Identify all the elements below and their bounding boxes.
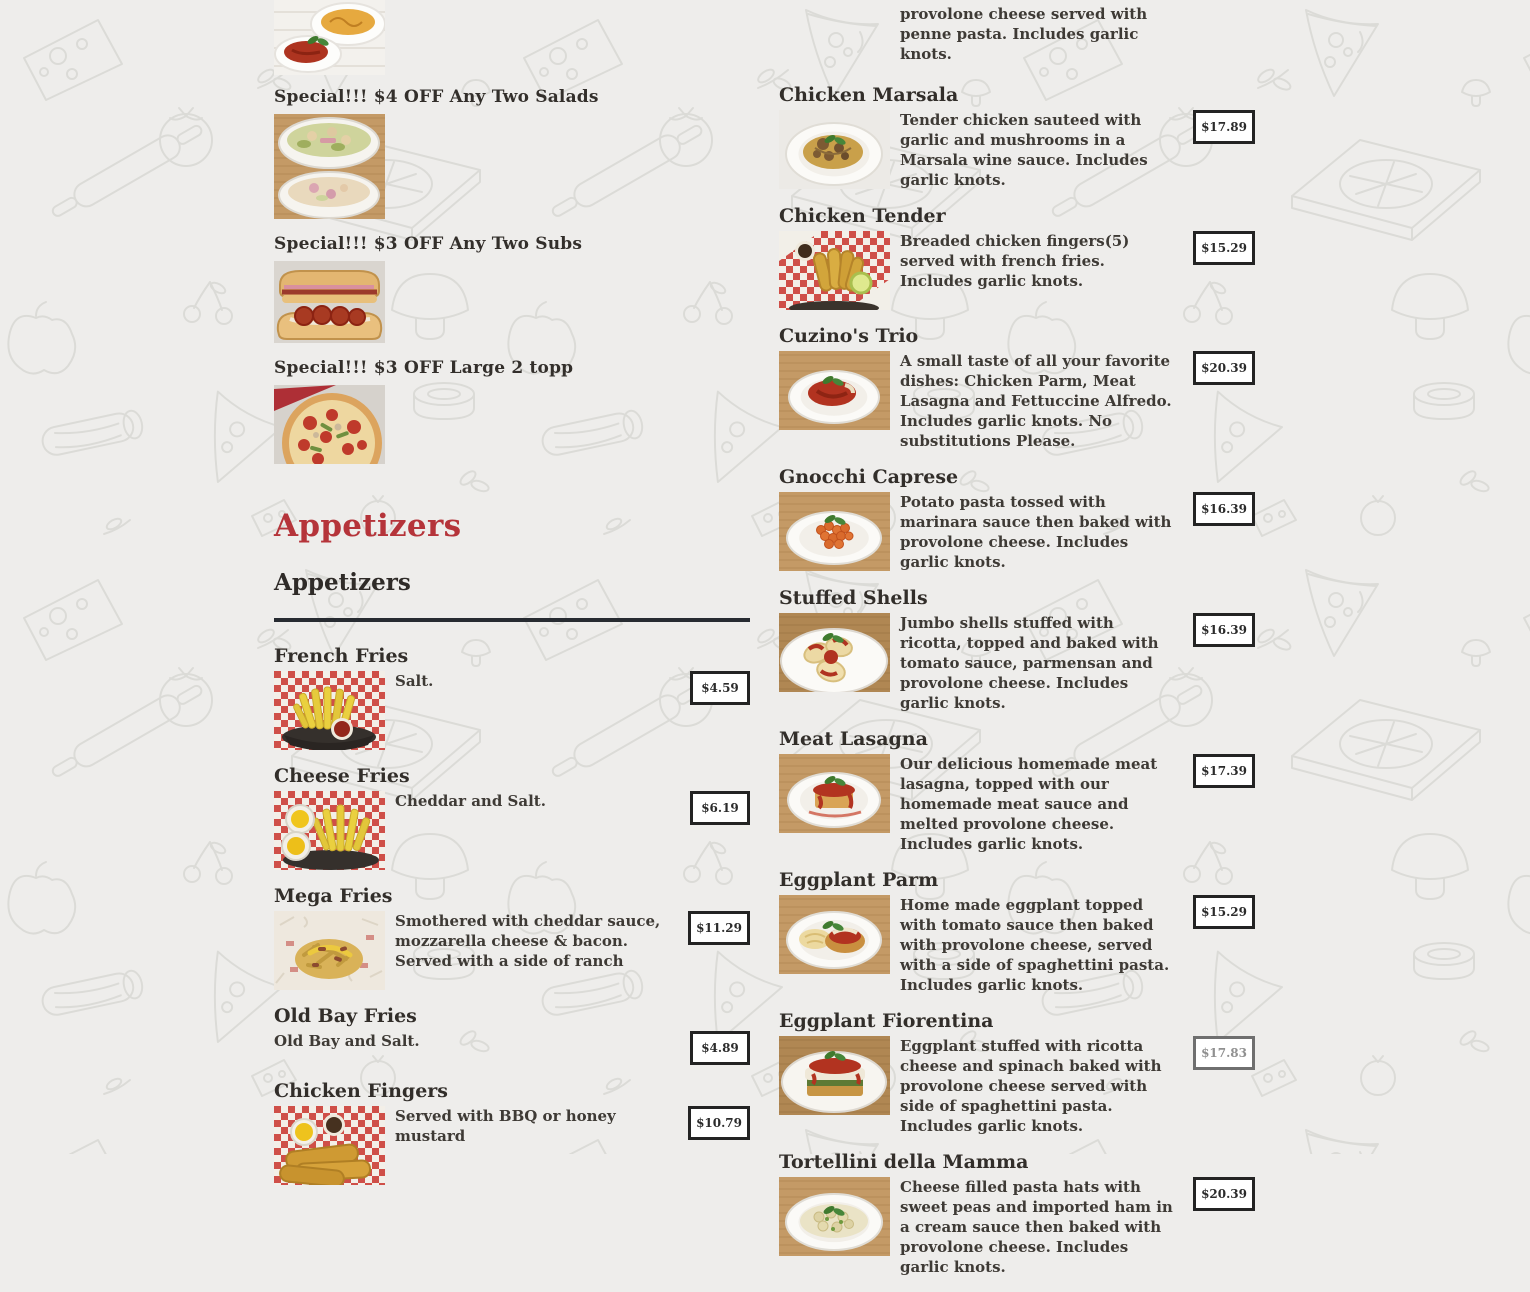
special-offer[interactable] [274, 359, 750, 464]
item-price-box [1193, 613, 1255, 647]
item-price-text: $15.29 [1201, 241, 1247, 255]
menu-item[interactable] [274, 885, 750, 990]
special-photo [274, 261, 385, 343]
item-photo [274, 1106, 385, 1185]
item-price-box [688, 1106, 750, 1140]
section-subheading: Appetizers [274, 569, 411, 596]
item-description: Salt. [395, 672, 434, 690]
item-photo [779, 613, 890, 692]
item-price-box [1193, 754, 1255, 788]
item-price-text: $17.39 [1201, 764, 1247, 778]
menu-item[interactable] [779, 728, 1255, 854]
item-price-box [690, 671, 750, 705]
item-name: Old Bay Fries [274, 1005, 417, 1027]
item-description: Potato pasta tossed with marinara sauce then baked with provolone cheese. Includes garlic knots. [900, 493, 1172, 571]
special-title: Special!!! $4 OFF Any Two Salads [274, 87, 599, 107]
item-description: Jumbo shells stuffed with ricotta, topped and baked with tomato sauce, parmensan and provolone cheese. Includes garlic knots. [900, 614, 1159, 712]
item-price-box [688, 911, 750, 945]
item-name: Chicken Fingers [274, 1080, 449, 1102]
special-title: Special!!! $3 OFF Large 2 topp [274, 358, 574, 378]
item-name: Mega Fries [274, 885, 393, 907]
item-price-text: $20.39 [1201, 1187, 1247, 1201]
item-photo [779, 110, 890, 189]
item-description: Cheese filled pasta hats with sweet peas and imported ham in a cream sauce then baked with provolone cheese. Includes garlic knots. [900, 1178, 1173, 1276]
item-price-box [1193, 1177, 1255, 1211]
special-photo [274, 385, 385, 464]
menu-item[interactable] [779, 1151, 1255, 1277]
item-price-box [690, 1031, 750, 1065]
special-offer[interactable] [274, 88, 750, 219]
item-name: Eggplant Fiorentina [779, 1010, 994, 1032]
item-description: Eggplant stuffed with ricotta cheese and spinach baked with provolone cheese served with side of spaghettini pasta. Includes garlic knots. [900, 1037, 1162, 1135]
item-price-text: $17.83 [1201, 1046, 1247, 1060]
item-price-box [1193, 895, 1255, 929]
item-description: Old Bay and Salt. [274, 1032, 420, 1050]
item-description: Smothered with cheddar sauce, mozzarella cheese & bacon. Served with a side of ranch [395, 912, 661, 970]
item-name: Chicken Tender [779, 205, 946, 227]
item-description: Served with BBQ or honey mustard [395, 1107, 616, 1145]
menu-item[interactable] [779, 1010, 1255, 1136]
item-price-text: $4.59 [701, 681, 739, 695]
menu-item[interactable] [779, 325, 1255, 451]
item-photo [274, 791, 385, 870]
item-photo [779, 492, 890, 571]
item-name: Cuzino's Trio [779, 325, 919, 347]
item-description: Breaded chicken fingers(5) served with french fries. Includes garlic knots. [900, 232, 1130, 290]
special-photo [274, 114, 385, 219]
special-title: Special!!! $3 OFF Any Two Subs [274, 234, 583, 254]
item-name: Eggplant Parm [779, 869, 939, 891]
item-price-text: $17.89 [1201, 120, 1247, 134]
item-photo [779, 231, 890, 310]
item-photo [779, 1036, 890, 1115]
item-price-text: $11.29 [696, 921, 742, 935]
item-description: Our delicious homemade meat lasagna, topped with our homemade meat sauce and melted provolone cheese. Includes garlic knots. [900, 755, 1158, 853]
item-photo [779, 754, 890, 833]
item-price-box [690, 791, 750, 825]
menu-page [274, 0, 1255, 1292]
menu-item[interactable] [779, 869, 1255, 995]
item-photo [779, 1177, 890, 1256]
item-price-box [1193, 351, 1255, 385]
item-price-text: $6.19 [701, 801, 739, 815]
item-description: Cheddar and Salt. [395, 792, 546, 810]
section-divider [274, 618, 750, 622]
item-price-box [1193, 110, 1255, 144]
item-name: Gnocchi Caprese [779, 466, 959, 488]
appetizers-item-list [274, 645, 750, 1185]
menu-item[interactable] [779, 205, 1255, 310]
item-price-box [1193, 1036, 1255, 1070]
item-photo [274, 911, 385, 990]
item-name: Cheese Fries [274, 765, 410, 787]
specials-list [274, 88, 750, 464]
item-price-text: $16.39 [1201, 502, 1247, 516]
menu-column-right [779, 0, 1255, 1292]
menu-item[interactable] [274, 765, 750, 870]
item-photo [779, 895, 890, 974]
item-price-text: $20.39 [1201, 361, 1247, 375]
menu-item[interactable] [779, 84, 1255, 190]
item-price-text: $10.79 [696, 1116, 742, 1130]
menu-item[interactable] [779, 466, 1255, 572]
item-name: Chicken Marsala [779, 84, 959, 106]
featured-dish-photo[interactable] [274, 0, 385, 75]
partial-menu-item[interactable] [779, 4, 1255, 64]
item-description: Home made eggplant topped with tomato sauce then baked with provolone cheese, served with a side of spaghettini pasta. Includes garlic knots. [900, 896, 1170, 994]
item-description: provolone cheese served with penne pasta. Includes garlic knots. [900, 5, 1148, 63]
item-price-text: $4.89 [701, 1041, 739, 1055]
item-description: A small taste of all your favorite dishes: Chicken Parm, Meat Lasagna and Fettuccine Alfredo. Includes garlic knots. No substitutions Please. [900, 352, 1172, 450]
menu-item[interactable] [274, 645, 750, 750]
item-description: Tender chicken sauteed with garlic and mushrooms in a Marsala wine sauce. Includes garlic knots. [900, 111, 1148, 189]
item-price-box [1193, 231, 1255, 265]
item-photo [274, 671, 385, 750]
menu-item[interactable] [274, 1080, 750, 1185]
item-price-box [1193, 492, 1255, 526]
item-name: French Fries [274, 645, 409, 667]
item-name: Meat Lasagna [779, 728, 928, 750]
item-price-text: $16.39 [1201, 623, 1247, 637]
item-name: Stuffed Shells [779, 587, 928, 609]
item-photo [779, 351, 890, 430]
category-heading: Appetizers [274, 508, 462, 544]
entrees-item-list [779, 84, 1255, 1277]
item-name: Tortellini della Mamma [779, 1151, 1029, 1173]
item-price-text: $15.29 [1201, 905, 1247, 919]
menu-item[interactable] [779, 587, 1255, 713]
menu-item[interactable] [274, 1005, 750, 1065]
menu-column-left [274, 0, 750, 1292]
special-offer[interactable] [274, 235, 750, 343]
